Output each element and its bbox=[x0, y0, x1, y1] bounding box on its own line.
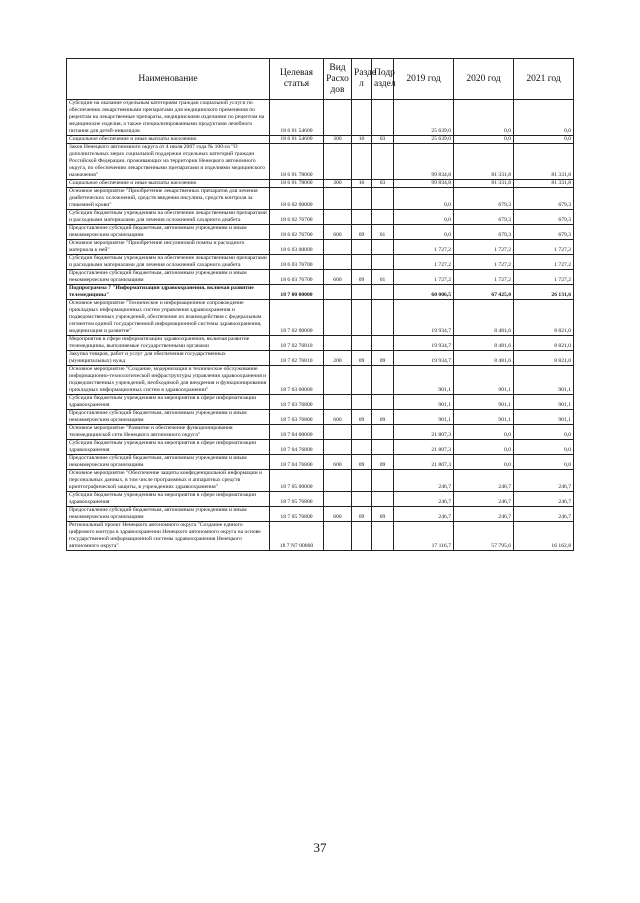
budget-table bbox=[66, 58, 574, 551]
amount-2021-cell: 0,0 bbox=[514, 100, 574, 136]
subsection-cell bbox=[372, 425, 394, 440]
table-row bbox=[67, 188, 574, 210]
section-cell: 09 bbox=[352, 410, 372, 425]
section-cell: 09 bbox=[352, 225, 372, 240]
target-article-cell: 18 6 03 00000 bbox=[270, 240, 324, 255]
amount-2021-cell: 679,3 bbox=[514, 225, 574, 240]
subsection-cell bbox=[372, 300, 394, 336]
amount-2021-cell: 246,7 bbox=[514, 470, 574, 492]
expense-type-cell bbox=[324, 300, 352, 336]
subsection-cell bbox=[372, 470, 394, 492]
expense-type-cell bbox=[324, 144, 352, 180]
amount-2019-cell: 1 727,2 bbox=[394, 240, 454, 255]
amount-2020-cell: 0,0 bbox=[454, 455, 514, 470]
table-row bbox=[67, 136, 574, 144]
table-row bbox=[67, 492, 574, 507]
table-row bbox=[67, 300, 574, 336]
table-row bbox=[67, 225, 574, 240]
amount-2019-cell: 19 934,7 bbox=[394, 336, 454, 351]
amount-2021-cell: 901,1 bbox=[514, 366, 574, 395]
row-name: Основное мероприятие "Приобретение лекарственных препаратов для лечения диабетических осложнений, средств введения инсулина, средств контроля за гликемией крови" bbox=[67, 188, 270, 210]
section-cell bbox=[352, 425, 372, 440]
subsection-cell bbox=[372, 210, 394, 225]
subsection-cell: 01 bbox=[372, 270, 394, 285]
header-section: Разде л bbox=[352, 59, 372, 100]
expense-type-cell bbox=[324, 285, 352, 300]
row-name: Предоставление субсидий бюджетным, автономным учреждениям и иным некоммерческим организациям bbox=[67, 225, 270, 240]
amount-2021-cell: 246,7 bbox=[514, 507, 574, 522]
amount-2019-cell: 25 639,0 bbox=[394, 100, 454, 136]
amount-2019-cell: 901,1 bbox=[394, 395, 454, 410]
amount-2019-cell: 99 834,8 bbox=[394, 144, 454, 180]
header-subsection: Подр аздел bbox=[372, 59, 394, 100]
amount-2021-cell: 1 727,2 bbox=[514, 270, 574, 285]
row-name: Субсидии на оказание отдельным категориям граждан социальной услуги по обеспечению лекарственными препаратами для медицинского применения по рецептам на лекарственные препараты, медицинскими изделиями по рецептам на медицинские изделия, а также специализированными продуктами лечебного питания для детей-инвалидов bbox=[67, 100, 270, 136]
amount-2020-cell: 901,1 bbox=[454, 366, 514, 395]
target-article-cell: 18 7 05 76800 bbox=[270, 492, 324, 507]
section-cell bbox=[352, 255, 372, 270]
amount-2019-cell: 21 807,3 bbox=[394, 425, 454, 440]
row-name: Закупка товаров, работ и услуг для обеспечения государственных (муниципальных) нужд bbox=[67, 351, 270, 366]
section-cell bbox=[352, 300, 372, 336]
target-article-cell: 18 6 02 76700 bbox=[270, 210, 324, 225]
row-name: Основное мероприятие "Техническое и информационное сопровождение прикладных информационных систем управления здравоохранения и подведомственных учреждений, обеспечение их взаимодействия с федеральным сегментом единой государственной информационной системы здравоохранения, модернизация и развитие" bbox=[67, 300, 270, 336]
amount-2021-cell: 1 727,2 bbox=[514, 240, 574, 255]
section-cell bbox=[352, 366, 372, 395]
amount-2019-cell: 901,1 bbox=[394, 410, 454, 425]
subsection-cell: 09 bbox=[372, 507, 394, 522]
target-article-cell: 18 6 02 76700 bbox=[270, 225, 324, 240]
amount-2020-cell: 246,7 bbox=[454, 470, 514, 492]
section-cell: 09 bbox=[352, 351, 372, 366]
target-article-cell: 18 7 05 76800 bbox=[270, 507, 324, 522]
subsection-cell bbox=[372, 144, 394, 180]
expense-type-cell bbox=[324, 492, 352, 507]
table-row bbox=[67, 336, 574, 351]
row-name: Подпрограмма 7 "Информатизация здравоохранения, включая развитие телемедицины" bbox=[67, 285, 270, 300]
amount-2019-cell: 19 934,7 bbox=[394, 300, 454, 336]
amount-2019-cell: 0,0 bbox=[394, 188, 454, 210]
amount-2021-cell: 679,3 bbox=[514, 210, 574, 225]
section-cell: 09 bbox=[352, 270, 372, 285]
amount-2021-cell: 81 331,8 bbox=[514, 180, 574, 188]
section-cell: 09 bbox=[352, 455, 372, 470]
target-article-cell: 18 6 03 76700 bbox=[270, 255, 324, 270]
header-year-2021: 2021 год bbox=[514, 59, 574, 100]
subsection-cell bbox=[372, 285, 394, 300]
amount-2019-cell: 21 807,3 bbox=[394, 455, 454, 470]
expense-type-cell bbox=[324, 188, 352, 210]
row-name: Предоставление субсидий бюджетным, автономным учреждениям и иным некоммерческим организациям bbox=[67, 507, 270, 522]
section-cell bbox=[352, 440, 372, 455]
amount-2020-cell: 1 727,2 bbox=[454, 270, 514, 285]
amount-2020-cell: 0,0 bbox=[454, 100, 514, 136]
amount-2020-cell: 67 425,0 bbox=[454, 285, 514, 300]
amount-2019-cell: 21 807,3 bbox=[394, 440, 454, 455]
table-row bbox=[67, 180, 574, 188]
target-article-cell: 18 7 04 76800 bbox=[270, 455, 324, 470]
amount-2020-cell: 679,3 bbox=[454, 225, 514, 240]
target-article-cell: 18 7 03 76800 bbox=[270, 410, 324, 425]
amount-2020-cell: 8 481,6 bbox=[454, 351, 514, 366]
row-name: Основное мероприятие "Развитие и обеспечение функционирования телемедицинской сети Ненецкого автономного округа" bbox=[67, 425, 270, 440]
subsection-cell bbox=[372, 188, 394, 210]
amount-2020-cell: 679,3 bbox=[454, 210, 514, 225]
target-article-cell: 18 6 02 00000 bbox=[270, 188, 324, 210]
amount-2021-cell: 0,0 bbox=[514, 425, 574, 440]
amount-2020-cell: 81 331,8 bbox=[454, 180, 514, 188]
row-name: Мероприятия в сфере информатизации здравоохранения, включая развитие телемедицины, выполняемые государственными органами bbox=[67, 336, 270, 351]
amount-2020-cell: 81 331,8 bbox=[454, 144, 514, 180]
table-row bbox=[67, 410, 574, 425]
amount-2019-cell: 246,7 bbox=[394, 470, 454, 492]
target-article-cell: 18 7 05 00000 bbox=[270, 470, 324, 492]
header-target-article: Целевая статья bbox=[270, 59, 324, 100]
amount-2020-cell: 0,0 bbox=[454, 425, 514, 440]
table-header-row bbox=[67, 59, 574, 100]
amount-2020-cell: 246,7 bbox=[454, 507, 514, 522]
amount-2020-cell: 1 727,2 bbox=[454, 240, 514, 255]
amount-2020-cell: 8 481,6 bbox=[454, 336, 514, 351]
table-row bbox=[67, 240, 574, 255]
header-expense-type: Вид Расхо дов bbox=[324, 59, 352, 100]
amount-2020-cell: 8 481,6 bbox=[454, 300, 514, 336]
expense-type-cell: 600 bbox=[324, 225, 352, 240]
target-article-cell: 18 7 04 00000 bbox=[270, 425, 324, 440]
section-cell: 10 bbox=[352, 180, 372, 188]
amount-2020-cell: 901,1 bbox=[454, 395, 514, 410]
amount-2021-cell: 81 331,8 bbox=[514, 144, 574, 180]
row-name: Предоставление субсидий бюджетным, автономным учреждениям и иным некоммерческим организациям bbox=[67, 410, 270, 425]
amount-2020-cell: 679,3 bbox=[454, 188, 514, 210]
expense-type-cell bbox=[324, 425, 352, 440]
row-name: Предоставление субсидий бюджетным, автономным учреждениям и иным некоммерческим организациям bbox=[67, 455, 270, 470]
subsection-cell: 01 bbox=[372, 225, 394, 240]
subsection-cell bbox=[372, 240, 394, 255]
amount-2020-cell: 1 727,2 bbox=[454, 255, 514, 270]
amount-2020-cell: 246,7 bbox=[454, 492, 514, 507]
table-row bbox=[67, 270, 574, 285]
expense-type-cell bbox=[324, 440, 352, 455]
amount-2019-cell: 0,0 bbox=[394, 210, 454, 225]
target-article-cell: 18 7 03 76800 bbox=[270, 395, 324, 410]
section-cell bbox=[352, 336, 372, 351]
amount-2021-cell: 8 821,0 bbox=[514, 336, 574, 351]
expense-type-cell: 600 bbox=[324, 270, 352, 285]
target-article-cell: 18 7 00 00000 bbox=[270, 285, 324, 300]
header-name: Наименование bbox=[67, 59, 270, 100]
row-name: Предоставление субсидий бюджетным, автономным учреждениям и иным некоммерческим организациям bbox=[67, 270, 270, 285]
row-name: Субсидии бюджетным учреждениям на обеспечение лекарственными препаратами и расходными материалами для лечения осложнений сахарного диабета bbox=[67, 210, 270, 225]
table-body bbox=[67, 100, 574, 551]
section-cell bbox=[352, 188, 372, 210]
subsection-cell bbox=[372, 492, 394, 507]
expense-type-cell: 300 bbox=[324, 180, 352, 188]
target-article-cell: 18 7 02 00000 bbox=[270, 300, 324, 336]
expense-type-cell: 200 bbox=[324, 351, 352, 366]
target-article-cell: 18 7 03 00000 bbox=[270, 366, 324, 395]
header-year-2019: 2019 год bbox=[394, 59, 454, 100]
expense-type-cell: 600 bbox=[324, 410, 352, 425]
expense-type-cell bbox=[324, 470, 352, 492]
amount-2021-cell: 8 821,0 bbox=[514, 351, 574, 366]
section-cell bbox=[352, 240, 372, 255]
amount-2021-cell: 8 821,0 bbox=[514, 300, 574, 336]
expense-type-cell: 600 bbox=[324, 455, 352, 470]
subsection-cell: 03 bbox=[372, 136, 394, 144]
table-row bbox=[67, 470, 574, 492]
section-cell: 10 bbox=[352, 136, 372, 144]
amount-2020-cell: 0,0 bbox=[454, 136, 514, 144]
subsection-cell: 09 bbox=[372, 351, 394, 366]
amount-2021-cell: 901,1 bbox=[514, 395, 574, 410]
target-article-cell: 18 6 03 76700 bbox=[270, 270, 324, 285]
amount-2019-cell: 19 934,7 bbox=[394, 351, 454, 366]
amount-2021-cell: 0,0 bbox=[514, 136, 574, 144]
row-name: Региональный проект Ненецкого автономного округа "Создание единого цифрового контура в здравоохранении Ненецкого автономного округа на основе государственной информационной системы здравоохранения Ненецкого автономного округа" bbox=[67, 522, 270, 551]
target-article-cell: 18 6 01 54600 bbox=[270, 136, 324, 144]
section-cell bbox=[352, 395, 372, 410]
row-name: Субсидии бюджетным учреждениям на мероприятия в сфере информатизации здравоохранения bbox=[67, 492, 270, 507]
expense-type-cell bbox=[324, 395, 352, 410]
expense-type-cell bbox=[324, 336, 352, 351]
amount-2019-cell: 246,7 bbox=[394, 507, 454, 522]
subsection-cell: 09 bbox=[372, 455, 394, 470]
table-row bbox=[67, 210, 574, 225]
subsection-cell: 09 bbox=[372, 410, 394, 425]
expense-type-cell bbox=[324, 100, 352, 136]
subsection-cell: 03 bbox=[372, 180, 394, 188]
table-row bbox=[67, 366, 574, 395]
section-cell bbox=[352, 210, 372, 225]
subsection-cell bbox=[372, 255, 394, 270]
target-article-cell: 18 6 01 54600 bbox=[270, 100, 324, 136]
target-article-cell: 18 7 02 76810 bbox=[270, 351, 324, 366]
row-name: Основное мероприятие "Приобретение инсулиновой помпы и расходного материала к ней" bbox=[67, 240, 270, 255]
subsection-cell bbox=[372, 336, 394, 351]
amount-2020-cell: 901,1 bbox=[454, 410, 514, 425]
row-name: Социальное обеспечение и иные выплаты населению bbox=[67, 136, 270, 144]
amount-2019-cell: 901,1 bbox=[394, 366, 454, 395]
amount-2021-cell: 901,1 bbox=[514, 410, 574, 425]
table-row bbox=[67, 351, 574, 366]
table-row bbox=[67, 522, 574, 551]
header-year-2020: 2020 год bbox=[454, 59, 514, 100]
row-name: Основное мероприятие "Создание, модернизация и техническое обслуживание информационно-технологической инфраструктуры управления здравоохранения и подведомственных учреждений, необходимой для внедрения и функционирования прикладных информационных систем в здравоохранении" bbox=[67, 366, 270, 395]
section-cell bbox=[352, 492, 372, 507]
amount-2019-cell: 17 116,7 bbox=[394, 522, 454, 551]
subsection-cell bbox=[372, 100, 394, 136]
row-name: Субсидии бюджетным учреждениям на обеспечение лекарственными препаратами и расходными материалами для лечения осложнений сахарного диабета bbox=[67, 255, 270, 270]
expense-type-cell: 300 bbox=[324, 136, 352, 144]
amount-2021-cell: 1 727,2 bbox=[514, 255, 574, 270]
table-row bbox=[67, 144, 574, 180]
row-name: Субсидии бюджетным учреждениям на мероприятия в сфере информатизации здравоохранения bbox=[67, 395, 270, 410]
subsection-cell bbox=[372, 395, 394, 410]
section-cell bbox=[352, 522, 372, 551]
table-row bbox=[67, 395, 574, 410]
row-name: Субсидии бюджетным учреждениям на мероприятия в сфере информатизации здравоохранения bbox=[67, 440, 270, 455]
table-row bbox=[67, 440, 574, 455]
amount-2021-cell: 26 131,6 bbox=[514, 285, 574, 300]
table-row bbox=[67, 425, 574, 440]
amount-2020-cell: 0,0 bbox=[454, 440, 514, 455]
subsection-cell bbox=[372, 366, 394, 395]
amount-2019-cell: 25 639,0 bbox=[394, 136, 454, 144]
target-article-cell: 18 7 04 76800 bbox=[270, 440, 324, 455]
amount-2021-cell: 0,0 bbox=[514, 440, 574, 455]
amount-2019-cell: 60 006,5 bbox=[394, 285, 454, 300]
expense-type-cell bbox=[324, 240, 352, 255]
section-cell bbox=[352, 100, 372, 136]
section-cell bbox=[352, 285, 372, 300]
amount-2020-cell: 57 795,6 bbox=[454, 522, 514, 551]
target-article-cell: 18 7 02 76810 bbox=[270, 336, 324, 351]
amount-2021-cell: 246,7 bbox=[514, 492, 574, 507]
subsection-cell bbox=[372, 522, 394, 551]
target-article-cell: 18 6 01 78060 bbox=[270, 144, 324, 180]
expense-type-cell bbox=[324, 522, 352, 551]
table-row bbox=[67, 255, 574, 270]
amount-2021-cell: 679,3 bbox=[514, 188, 574, 210]
target-article-cell: 18 7 N7 00000 bbox=[270, 522, 324, 551]
expense-type-cell: 600 bbox=[324, 507, 352, 522]
section-cell bbox=[352, 144, 372, 180]
row-name: Закон Ненецкого автономного округа от 4 июля 2007 года № 100-оз "О дополнительных мерах социальной поддержки отдельных категорий граждан Российской Федерации, проживающих на территории Ненецкого автономного округа, по обеспечению лекарственными препаратами и изделиями медицинского назначения" bbox=[67, 144, 270, 180]
amount-2019-cell: 246,7 bbox=[394, 492, 454, 507]
section-cell: 09 bbox=[352, 507, 372, 522]
amount-2021-cell: 0,0 bbox=[514, 455, 574, 470]
target-article-cell: 18 6 01 78060 bbox=[270, 180, 324, 188]
expense-type-cell bbox=[324, 210, 352, 225]
table-row bbox=[67, 100, 574, 136]
amount-2019-cell: 0,0 bbox=[394, 225, 454, 240]
amount-2019-cell: 1 727,2 bbox=[394, 270, 454, 285]
table-row bbox=[67, 507, 574, 522]
expense-type-cell bbox=[324, 366, 352, 395]
amount-2019-cell: 1 727,2 bbox=[394, 255, 454, 270]
table-row bbox=[67, 285, 574, 300]
expense-type-cell bbox=[324, 255, 352, 270]
amount-2019-cell: 99 834,8 bbox=[394, 180, 454, 188]
row-name: Социальное обеспечение и иные выплаты населению bbox=[67, 180, 270, 188]
section-cell bbox=[352, 470, 372, 492]
subsection-cell bbox=[372, 440, 394, 455]
amount-2021-cell: 16 162,8 bbox=[514, 522, 574, 551]
page-number: 37 bbox=[313, 840, 327, 855]
table-row bbox=[67, 455, 574, 470]
row-name: Основное мероприятие "Обеспечение защиты конфиденциальной информации и персональных данных, в том числе программных и аппаратных средств криптографической защиты, в учреждениях здравоохранения" bbox=[67, 470, 270, 492]
